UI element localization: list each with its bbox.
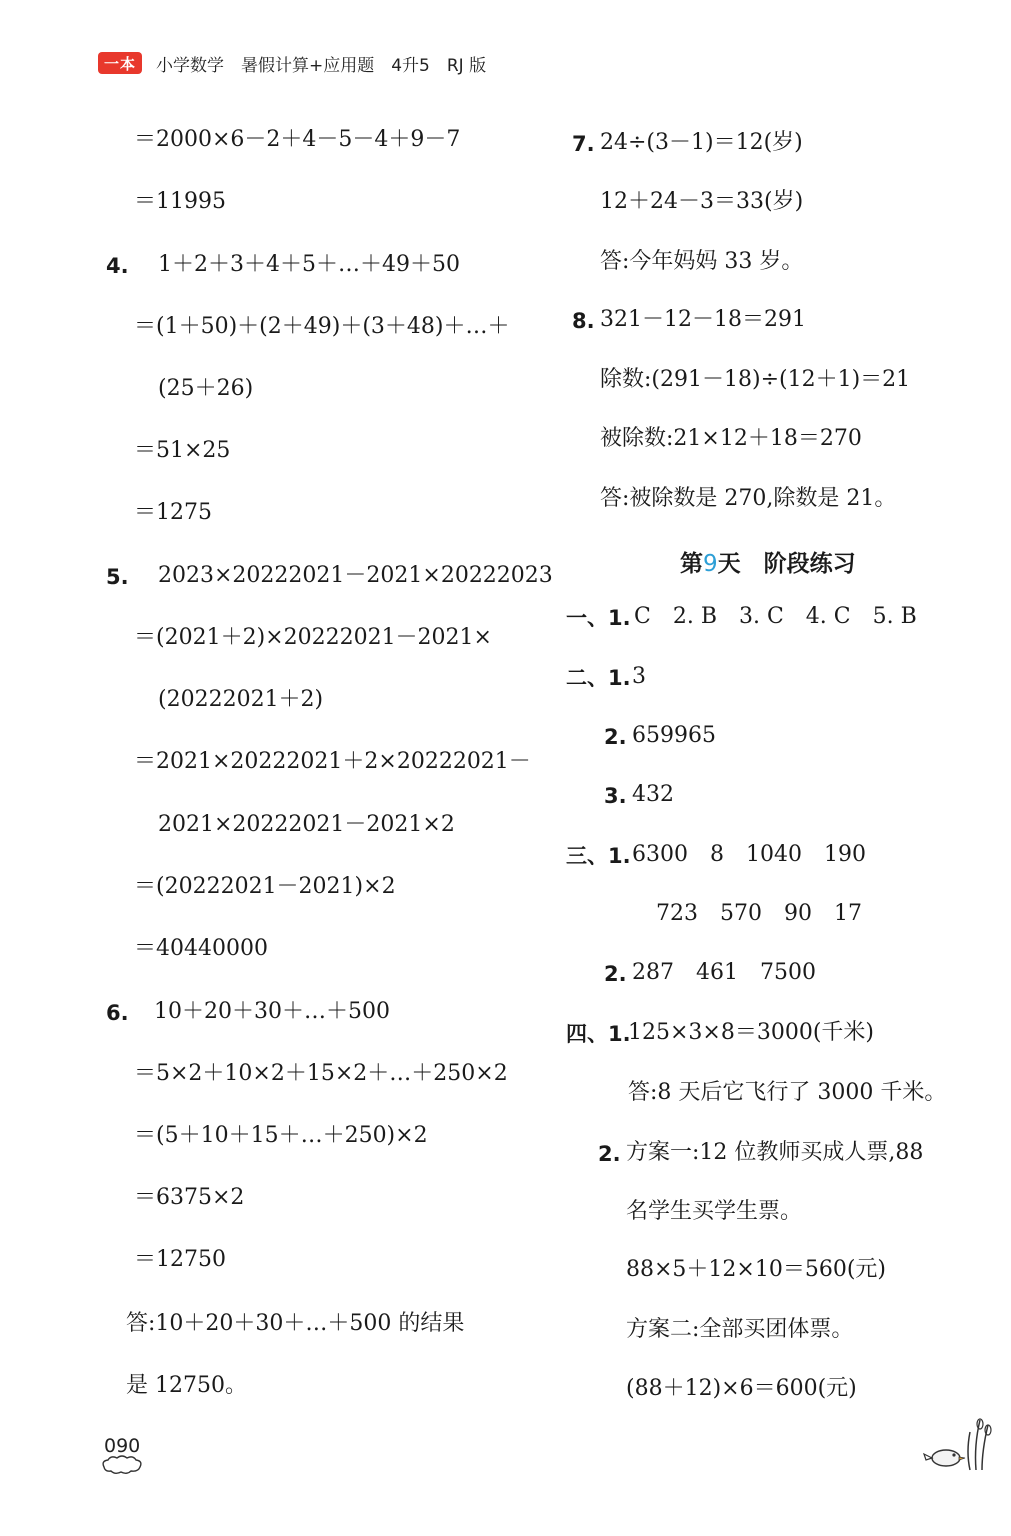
left-line-1: ＝2000×6－2＋4－5－4＋9－7 xyxy=(134,127,461,152)
right-line-17: 方案一:12 位教师买成人票,88 xyxy=(626,1140,924,1165)
section-1-number: 一、1. xyxy=(566,606,631,630)
right-line-4: 321－12－18＝291 xyxy=(600,307,806,332)
left-line-7: ＝1275 xyxy=(134,500,212,525)
cloud-icon xyxy=(100,1453,146,1475)
left-line-18: ＝6375×2 xyxy=(134,1185,245,1210)
left-line-21: 是 12750。 xyxy=(126,1373,247,1398)
right-line-20: 方案二:全部买团体票。 xyxy=(626,1317,854,1342)
left-line-8: 2023×20222021－2021×20222023 xyxy=(158,563,553,588)
section-title-suffix: 天 阶段练习 xyxy=(717,551,856,577)
left-line-17: ＝(5＋10＋15＋…＋250)×2 xyxy=(134,1123,428,1148)
left-line-9: ＝(2021＋2)×20222021－2021× xyxy=(134,625,492,650)
section-4-item-2-number: 2. xyxy=(598,1142,621,1166)
right-line-12: 6300 8 1040 190 xyxy=(632,842,866,867)
section-2-number: 二、1. xyxy=(566,666,631,690)
right-line-1: 24÷(3－1)＝12(岁) xyxy=(600,130,803,155)
section-title xyxy=(680,545,856,578)
section-title-day: 9 xyxy=(703,551,718,577)
right-line-18: 名学生买学生票。 xyxy=(626,1199,803,1224)
problem-number-4: 4. xyxy=(106,254,129,278)
left-line-14: ＝40440000 xyxy=(134,936,268,961)
right-line-19: 88×5＋12×10＝560(元) xyxy=(626,1257,887,1282)
problem-number-6: 6. xyxy=(106,1001,129,1025)
right-line-2: 12＋24－3＝33(岁) xyxy=(600,189,804,214)
book-title: 小学数学 暑假计算+应用题 4升5 RJ 版 xyxy=(156,55,487,76)
section-3-item-2-number: 2. xyxy=(604,962,627,986)
right-line-6: 被除数:21×12＋18＝270 xyxy=(600,426,862,451)
bird-plant-icon xyxy=(918,1410,998,1480)
right-line-3: 答:今年妈妈 33 岁。 xyxy=(600,249,804,274)
right-line-15: 125×3×8＝3000(千米) xyxy=(628,1020,875,1045)
section-2-item-2-number: 2. xyxy=(604,725,627,749)
right-line-8: C 2. B 3. C 4. C 5. B xyxy=(634,604,917,629)
right-line-21: (88＋12)×6＝600(元) xyxy=(626,1376,857,1401)
left-line-3: 1＋2＋3＋4＋5＋…＋49＋50 xyxy=(158,252,460,277)
page-header xyxy=(98,50,486,76)
problem-number-5: 5. xyxy=(106,565,129,589)
right-line-11: 432 xyxy=(632,782,674,807)
left-line-11: ＝2021×20222021＋2×20222021－ xyxy=(134,749,531,774)
problem-number-8: 8. xyxy=(572,309,595,333)
left-line-15: 10＋20＋30＋…＋500 xyxy=(154,999,390,1024)
right-line-9: 3 xyxy=(632,664,646,689)
section-2-item-3-number: 3. xyxy=(604,784,627,808)
publisher-logo: 一本 xyxy=(98,52,142,74)
left-line-10: (20222021＋2) xyxy=(158,687,324,712)
right-line-7: 答:被除数是 270,除数是 21。 xyxy=(600,486,897,511)
left-line-2: ＝11995 xyxy=(134,189,226,214)
right-line-13: 723 570 90 17 xyxy=(656,901,862,926)
section-3-number: 三、1. xyxy=(566,844,631,868)
section-title-prefix: 第 xyxy=(680,551,703,577)
right-line-16: 答:8 天后它飞行了 3000 千米。 xyxy=(628,1080,947,1105)
left-line-16: ＝5×2＋10×2＋15×2＋…＋250×2 xyxy=(134,1061,508,1086)
left-line-12: 2021×20222021－2021×2 xyxy=(158,812,455,837)
right-line-5: 除数:(291－18)÷(12＋1)＝21 xyxy=(600,367,911,392)
right-line-10: 659965 xyxy=(632,723,716,748)
left-line-19: ＝12750 xyxy=(134,1247,226,1272)
right-line-14: 287 461 7500 xyxy=(632,960,816,985)
left-line-13: ＝(20222021－2021)×2 xyxy=(134,874,396,899)
left-line-5: (25＋26) xyxy=(158,376,254,401)
left-line-20: 答:10＋20＋30＋…＋500 的结果 xyxy=(126,1311,465,1336)
left-line-4: ＝(1＋50)＋(2＋49)＋(3＋48)＋…＋ xyxy=(134,314,510,339)
page-number xyxy=(100,1433,146,1473)
problem-number-7: 7. xyxy=(572,132,595,156)
left-line-6: ＝51×25 xyxy=(134,438,231,463)
page-number-text: 090 xyxy=(104,1435,141,1457)
section-4-number: 四、1. xyxy=(566,1022,631,1046)
